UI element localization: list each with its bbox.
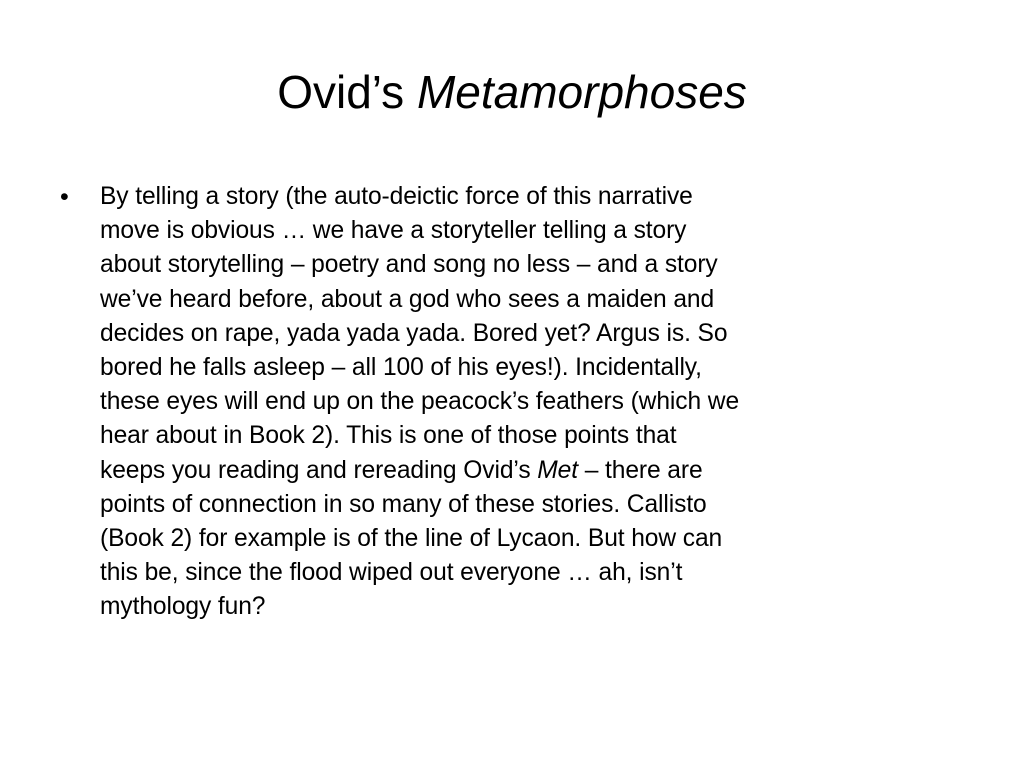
bullet-line: bored he falls asleep – all 100 of his eyes!). Incidentally, — [100, 354, 702, 382]
bullet-item — [60, 180, 960, 625]
bullet-line: about storytelling – poetry and song no less – and a story — [100, 251, 718, 279]
bullet-line: decides on rape, yada yada yada. Bored yet? Argus is. So — [100, 319, 728, 347]
bullet-line-with-italic — [100, 454, 960, 488]
slide-body — [60, 180, 960, 625]
bullet-line: we’ve heard before, about a god who sees a maiden and — [100, 285, 715, 313]
bullet-line: points of connection in so many of these stories. Callisto — [100, 490, 707, 518]
slide-title-plain: Ovid’s — [277, 66, 417, 118]
bullet-line: (Book 2) for example is of the line of Lycaon. But how can — [100, 525, 723, 553]
bullet-line: move is obvious … we have a storyteller telling a story — [100, 217, 687, 245]
bullet-line-after-italic: – there are — [577, 456, 703, 484]
bullet-line: this be, since the flood wiped out everyone … ah, isn’t — [100, 559, 683, 587]
bullet-text — [100, 180, 960, 625]
bullet-line: mythology fun? — [100, 593, 266, 621]
slide-title — [0, 60, 1024, 124]
met-abbreviation: Met — [537, 456, 578, 484]
bullet-line: hear about in Book 2). This is one of those points that — [100, 422, 677, 450]
slide-title-italic: Metamorphoses — [416, 66, 747, 118]
bullet-line: By telling a story (the auto-deictic force of this narrative — [100, 183, 693, 210]
bullet-dot-icon: • — [60, 183, 69, 211]
bullet-line-before-italic: keeps you reading and rereading Ovid’s — [100, 456, 538, 484]
bullet-line: these eyes will end up on the peacock’s feathers (which we — [100, 388, 740, 416]
